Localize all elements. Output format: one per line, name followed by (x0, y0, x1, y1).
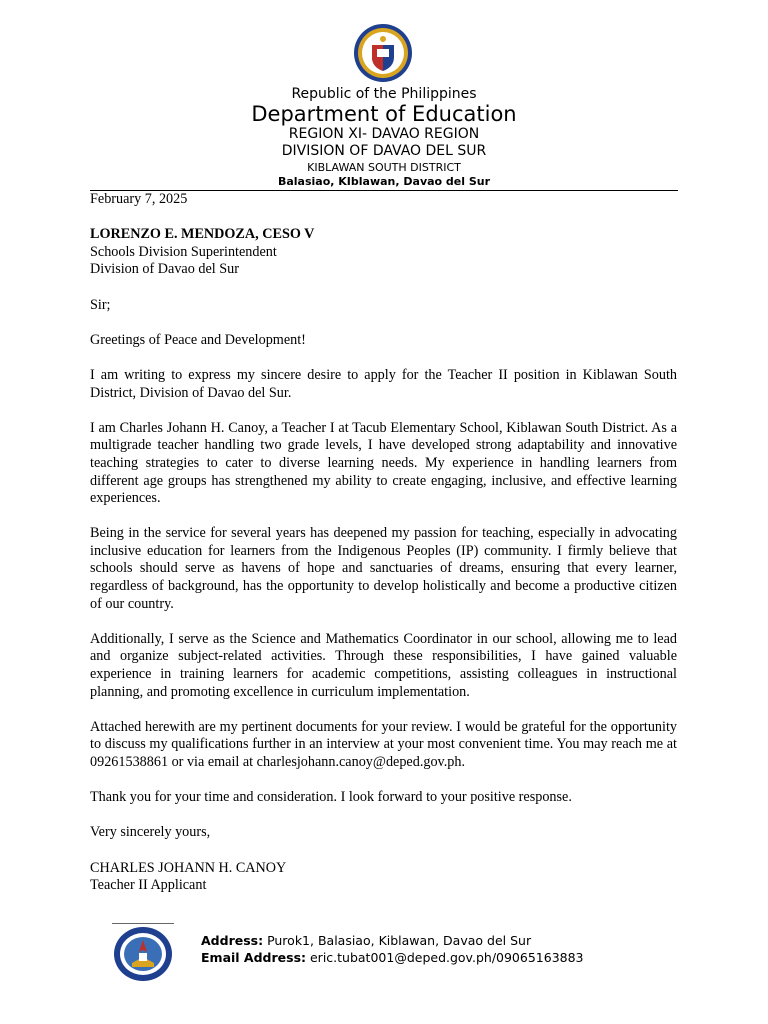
recipient-office: Division of Davao del Sur (90, 261, 239, 278)
recipient-title: Schools Division Superintendent (90, 243, 277, 260)
school-seal-logo (112, 925, 174, 983)
letter-date: February 7, 2025 (90, 191, 188, 207)
greeting: Greetings of Peace and Development! (90, 331, 306, 348)
closing: Very sincerely yours, (90, 824, 211, 841)
footer-contact (201, 933, 584, 966)
letter-paragraph: Additionally, I serve as the Science and Mathematics Coordinator in our school, allowing me to lead and organize subject-related activities. Through these responsibilities, I have gained valuable experience in training learners for academic competitions, assisting colleagues in instructional planning, and promoting excellence in curriculum implementation. (90, 630, 677, 700)
office-address: Balasiao, KIblawan, Davao del Sur (277, 175, 491, 188)
letter-body (90, 191, 677, 895)
thanks-line: Thank you for your time and consideration. I look forward to your positive response. (90, 789, 572, 806)
address-value: Purok1, Balasiao, Kiblawan, Davao del Sur (263, 933, 532, 948)
recipient-name: LORENZO E. MENDOZA, CESO V (90, 226, 315, 243)
deped-seal-logo (353, 23, 413, 83)
district-heading: KIBLAWAN SOUTH DISTRICT (307, 161, 461, 174)
email-value: eric.tubat001@deped.gov.ph/09065163883 (306, 949, 584, 965)
letter-paragraph: I am Charles Johann H. Canoy, a Teacher I at Tacub Elementary School, Kiblawan South District. As a multigrade teacher handling two grade levels, I have developed strong adaptability and innovative teaching strategies to cater to diverse learning needs. My experience in handling learners from different age groups has strengthened my ability to create engaging, inclusive, and effective learning experiences. (90, 419, 677, 507)
letter-paragraph: Being in the service for several years has deepened my passion for teaching, especially in advocating inclusive education for learners from the Indigenous Peoples (IP) community. I firmly believe that schools should serve as havens of hope and sanctuaries of dreams, ensuring that every learner, regardless of background, has the opportunity to develop holistically and become a productive citizen of our country. (90, 525, 677, 612)
footer-address-line (201, 933, 584, 950)
region-heading: REGION XI- DAVAO REGION (288, 126, 480, 142)
republic-heading: Republic of the Philippines (291, 86, 477, 102)
department-heading: Department of Education (251, 102, 517, 126)
email-label: Email Address: (201, 949, 307, 965)
signatory-title: Teacher II Applicant (90, 877, 207, 894)
footer-divider (112, 923, 174, 924)
letter-paragraph: Attached herewith are my pertinent documents for your review. I would be grateful for the opportunity to discuss my qualifications further in an interview at your most convenient time. You may reach me at 09261538861 or via email at charlesjohann.canoy@deped.gov.ph. (90, 718, 677, 770)
footer-email-line (201, 950, 584, 967)
division-heading: DIVISION OF DAVAO DEL SUR (281, 143, 487, 159)
letter-paragraph: I am writing to express my sincere desire to apply for the Teacher II position in Kiblawan South District, Division of Davao del Sur. (90, 366, 677, 401)
address-label: Address: (201, 933, 264, 948)
signatory-name: CHARLES JOHANN H. CANOY (90, 859, 287, 876)
salutation: Sir; (90, 296, 111, 313)
